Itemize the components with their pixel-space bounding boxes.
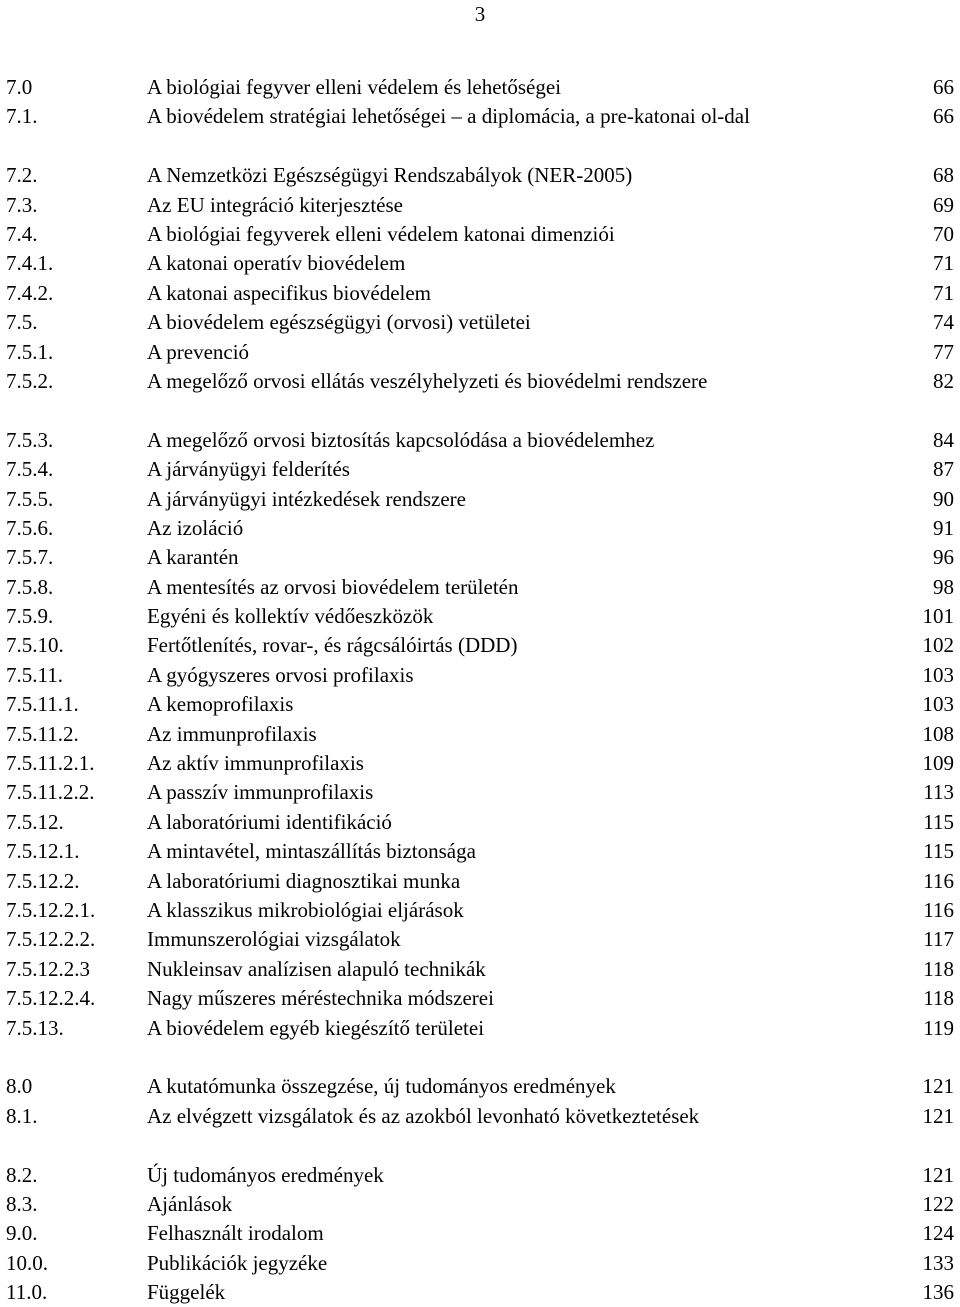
toc-entry[interactable] bbox=[0, 485, 960, 514]
toc-entry-title: A passzív immunprofilaxis bbox=[147, 780, 374, 805]
toc-entry[interactable] bbox=[0, 749, 960, 778]
toc-entry[interactable] bbox=[0, 1249, 960, 1278]
toc-entry-title: A kemoprofilaxis bbox=[147, 692, 294, 717]
toc-entry-number: 7.5.11.2.2. bbox=[6, 780, 95, 805]
toc-entry-page: 96 bbox=[933, 545, 954, 570]
toc-entry[interactable] bbox=[0, 690, 960, 719]
toc-entry-page: 118 bbox=[923, 956, 954, 981]
table-of-contents bbox=[0, 73, 960, 1307]
toc-entry-page: 82 bbox=[933, 368, 954, 393]
toc-entry-title: Nagy műszeres méréstechnika módszerei bbox=[147, 986, 494, 1011]
toc-entry-number: 7.5.1. bbox=[6, 339, 54, 364]
toc-entry[interactable] bbox=[0, 279, 960, 308]
toc-entry-number: 7.5.4. bbox=[6, 457, 54, 482]
toc-entry-page: 103 bbox=[922, 692, 954, 717]
toc-entry-title: Függelék bbox=[147, 1280, 226, 1305]
toc-entry-number: 8.0 bbox=[6, 1074, 33, 1099]
toc-entry-page: 124 bbox=[922, 1221, 954, 1246]
toc-entry-title: Az izoláció bbox=[147, 515, 244, 540]
toc-entry-number: 7.5.10. bbox=[6, 633, 64, 658]
toc-entry-title: A biovédelem egyéb kiegészítő területei bbox=[147, 1015, 485, 1040]
toc-entry-number: 7.5.7. bbox=[6, 545, 54, 570]
toc-entry[interactable] bbox=[0, 984, 960, 1013]
toc-entry-title: A járványügyi intézkedések rendszere bbox=[147, 486, 466, 511]
toc-entry-number: 7.5.3. bbox=[6, 427, 54, 452]
toc-entry[interactable] bbox=[0, 867, 960, 896]
toc-entry-number: 7.5.6. bbox=[6, 515, 54, 540]
toc-entry-title: Az immunprofilaxis bbox=[147, 721, 317, 746]
toc-entry[interactable] bbox=[0, 1219, 960, 1248]
toc-entry-title: A klasszikus mikrobiológiai eljárások bbox=[147, 897, 464, 922]
toc-entry-number: 7.5. bbox=[6, 310, 38, 335]
toc-entry-number: 7.5.11. bbox=[6, 662, 63, 687]
toc-entry[interactable] bbox=[0, 896, 960, 925]
toc-entry[interactable] bbox=[0, 220, 960, 249]
toc-entry-number: 7.5.12. bbox=[6, 809, 64, 834]
toc-entry-number: 7.5.12.2. bbox=[6, 868, 80, 893]
toc-entry-page: 70 bbox=[933, 221, 954, 246]
toc-entry-number: 7.5.12.2.1. bbox=[6, 897, 96, 922]
toc-entry[interactable] bbox=[0, 808, 960, 837]
toc-entry-number: 7.0 bbox=[6, 75, 33, 99]
toc-entry-page: 101 bbox=[922, 604, 954, 629]
toc-entry-title: Immunszerológiai vizsgálatok bbox=[147, 927, 401, 952]
toc-entry-page: 136 bbox=[922, 1280, 954, 1305]
toc-entry-page: 113 bbox=[923, 780, 954, 805]
toc-entry-page: 121 bbox=[922, 1103, 954, 1128]
toc-entry-title: A Nemzetközi Egészségügyi Rendszabályok (NER-2005) bbox=[147, 163, 633, 188]
toc-entry-title: Egyéni és kollektív védőeszközök bbox=[147, 604, 434, 629]
toc-entry-number: 7.4.1. bbox=[6, 251, 54, 276]
toc-entry[interactable] bbox=[0, 367, 960, 426]
toc-entry-page: 117 bbox=[923, 927, 954, 952]
toc-entry-page: 77 bbox=[933, 339, 954, 364]
toc-entry[interactable] bbox=[0, 338, 960, 367]
page-number: 3 bbox=[474, 2, 486, 26]
toc-entry-number: 7.5.13. bbox=[6, 1015, 64, 1040]
toc-entry-number: 7.5.2. bbox=[6, 368, 54, 393]
toc-entry[interactable] bbox=[0, 573, 960, 602]
toc-entry[interactable] bbox=[0, 73, 960, 102]
toc-entry[interactable] bbox=[0, 161, 960, 190]
toc-entry-number: 7.5.5. bbox=[6, 486, 54, 511]
toc-entry-title: A kutatómunka összegzése, új tudományos eredmények bbox=[147, 1074, 616, 1099]
toc-entry-title: A gyógyszeres orvosi profilaxis bbox=[147, 662, 414, 687]
toc-entry-page: 108 bbox=[922, 721, 954, 746]
toc-entry-page: 116 bbox=[923, 897, 954, 922]
toc-entry-title: Ajánlások bbox=[147, 1191, 233, 1216]
toc-entry[interactable] bbox=[0, 191, 960, 220]
toc-entry-title: Az EU integráció kiterjesztése bbox=[147, 192, 403, 217]
toc-entry[interactable] bbox=[0, 249, 960, 278]
toc-entry[interactable] bbox=[0, 102, 960, 161]
toc-entry-page: 66 bbox=[933, 75, 954, 99]
toc-entry-page: 102 bbox=[922, 633, 954, 658]
toc-entry-page: 118 bbox=[923, 986, 954, 1011]
toc-entry-page: 91 bbox=[933, 515, 954, 540]
toc-entry-number: 7.1. bbox=[6, 104, 38, 129]
toc-entry-number: 7.5.12.2.2. bbox=[6, 927, 96, 952]
toc-entry[interactable] bbox=[0, 426, 960, 455]
toc-entry-title: Új tudományos eredmények bbox=[147, 1162, 384, 1187]
toc-entry-number: 11.0. bbox=[6, 1280, 48, 1305]
toc-entry-number: 7.2. bbox=[6, 163, 38, 188]
toc-entry[interactable] bbox=[0, 602, 960, 631]
toc-entry-number: 7.5.12.1. bbox=[6, 839, 80, 864]
toc-entry[interactable] bbox=[0, 1161, 960, 1190]
toc-entry[interactable] bbox=[0, 925, 960, 954]
section-spacer bbox=[0, 1043, 960, 1072]
toc-entry-page: 119 bbox=[923, 1015, 954, 1040]
toc-entry-title: A prevenció bbox=[147, 339, 250, 364]
toc-entry-title: A biológiai fegyver elleni védelem és lehetőségei bbox=[147, 75, 562, 99]
toc-entry-page: 68 bbox=[933, 163, 954, 188]
toc-entry-number: 8.2. bbox=[6, 1162, 38, 1187]
toc-entry-number: 7.5.12.2.3 bbox=[6, 956, 90, 981]
toc-entry-title: Fertőtlenítés, rovar-, és rágcsálóirtás (DDD) bbox=[147, 633, 518, 658]
toc-entry-page: 87 bbox=[933, 457, 954, 482]
toc-entry-number: 7.5.11.1. bbox=[6, 692, 79, 717]
toc-entry-page: 115 bbox=[923, 809, 954, 834]
toc-entry-title: A mentesítés az orvosi biovédelem területén bbox=[147, 574, 519, 599]
toc-entry[interactable] bbox=[0, 720, 960, 749]
toc-entry[interactable] bbox=[0, 955, 960, 984]
toc-entry-page: 69 bbox=[933, 192, 954, 217]
toc-entry[interactable] bbox=[0, 1190, 960, 1219]
toc-entry-page: 121 bbox=[922, 1074, 954, 1099]
toc-entry-page: 74 bbox=[933, 310, 954, 335]
toc-entry-title: A járványügyi felderítés bbox=[147, 457, 350, 482]
toc-entry-number: 7.4. bbox=[6, 221, 38, 246]
toc-entry-page: 84 bbox=[933, 427, 954, 452]
toc-entry-number: 7.4.2. bbox=[6, 280, 54, 305]
toc-entry[interactable] bbox=[0, 543, 960, 572]
toc-entry-title: A biovédelem egészségügyi (orvosi) vetületei bbox=[147, 310, 531, 335]
toc-entry-title: Nukleinsav analízisen alapuló technikák bbox=[147, 956, 486, 981]
toc-entry[interactable] bbox=[0, 1072, 960, 1101]
toc-entry-title: A laboratóriumi diagnosztikai munka bbox=[147, 868, 461, 893]
toc-entry-number: 8.3. bbox=[6, 1191, 38, 1216]
toc-entry-title: A mintavétel, mintaszállítás biztonsága bbox=[147, 839, 476, 864]
toc-entry-page: 103 bbox=[922, 662, 954, 687]
toc-entry-title: Az aktív immunprofilaxis bbox=[147, 751, 364, 776]
toc-entry-number: 7.5.11.2. bbox=[6, 721, 79, 746]
toc-entry[interactable] bbox=[0, 837, 960, 866]
toc-entry-title: A laboratóriumi identifikáció bbox=[147, 809, 392, 834]
toc-entry-number: 7.5.11.2.1. bbox=[6, 751, 95, 776]
toc-entry-page: 98 bbox=[933, 574, 954, 599]
toc-entry[interactable] bbox=[0, 308, 960, 337]
toc-entry-title: Felhasznált irodalom bbox=[147, 1221, 324, 1246]
toc-entry[interactable] bbox=[0, 1278, 960, 1307]
toc-entry[interactable] bbox=[0, 631, 960, 660]
toc-entry-page: 90 bbox=[933, 486, 954, 511]
toc-entry-page: 115 bbox=[923, 839, 954, 864]
toc-entry-page: 116 bbox=[923, 868, 954, 893]
toc-entry-page: 71 bbox=[933, 251, 954, 276]
toc-entry[interactable] bbox=[0, 455, 960, 484]
toc-entry-number: 7.5.8. bbox=[6, 574, 54, 599]
toc-entry-page: 109 bbox=[922, 751, 954, 776]
toc-entry-title: A megelőző orvosi ellátás veszélyhelyzeti és biovédelmi rendszere bbox=[147, 368, 708, 393]
toc-entry-title: A katonai aspecifikus biovédelem bbox=[147, 280, 432, 305]
toc-entry-page: 66 bbox=[933, 104, 954, 129]
toc-entry[interactable] bbox=[0, 661, 960, 690]
toc-entry-title: A megelőző orvosi biztosítás kapcsolódása a biovédelemhez bbox=[147, 427, 655, 452]
toc-entry-number: 9.0. bbox=[6, 1221, 38, 1246]
toc-entry-title: Publikációk jegyzéke bbox=[147, 1250, 328, 1275]
toc-entry[interactable] bbox=[0, 1102, 960, 1161]
toc-entry-number: 7.5.9. bbox=[6, 604, 54, 629]
toc-entry-page: 122 bbox=[922, 1191, 954, 1216]
toc-entry-number: 7.3. bbox=[6, 192, 38, 217]
toc-entry[interactable] bbox=[0, 514, 960, 543]
toc-entry-number: 10.0. bbox=[6, 1250, 48, 1275]
toc-entry-page: 133 bbox=[922, 1250, 954, 1275]
toc-entry-title: A biológiai fegyverek elleni védelem katonai dimenziói bbox=[147, 221, 615, 246]
toc-entry-title: A biovédelem stratégiai lehetőségei – a diplomácia, a pre-katonai ol-dal bbox=[147, 104, 750, 129]
toc-entry-page: 121 bbox=[922, 1162, 954, 1187]
toc-entry-title: A katonai operatív biovédelem bbox=[147, 251, 406, 276]
toc-entry-number: 8.1. bbox=[6, 1103, 38, 1128]
toc-entry-title: A karantén bbox=[147, 545, 239, 570]
toc-entry-page: 71 bbox=[933, 280, 954, 305]
toc-entry[interactable] bbox=[0, 778, 960, 807]
toc-entry-title: Az elvégzett vizsgálatok és az azokból levonható következtetések bbox=[147, 1103, 700, 1128]
toc-entry[interactable] bbox=[0, 1014, 960, 1043]
toc-entry-number: 7.5.12.2.4. bbox=[6, 986, 96, 1011]
